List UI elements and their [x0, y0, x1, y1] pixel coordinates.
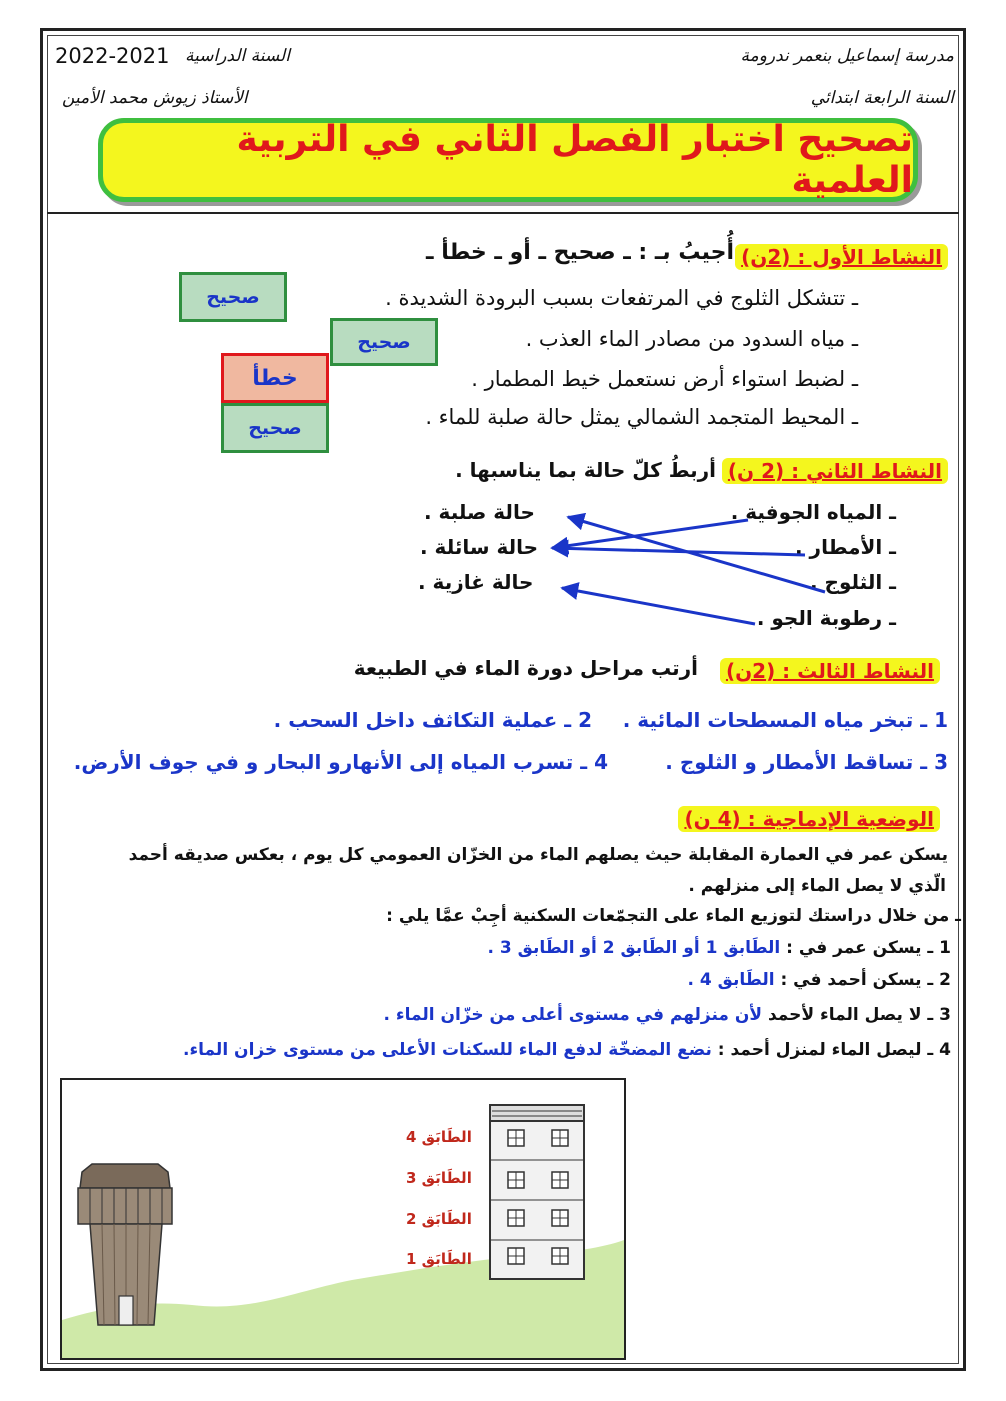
- answer-text-4: صحيح: [248, 417, 302, 439]
- activity2-instruction: أربطُ كلّ حالة بما يناسبها .: [455, 458, 716, 482]
- answer-2-text: الطَابق 4 .: [687, 970, 775, 990]
- activity1-label: النشاط الأول : (2ن): [735, 244, 948, 270]
- answer-3-text: لأن منزلهم في مستوى أعلى من خزّان الماء .: [383, 1005, 763, 1025]
- school-name: مدرسة إسماعيل بنعمر ندرومة: [740, 46, 954, 66]
- water-tower-illustration: [62, 1080, 624, 1358]
- cycle-step-3: 3 ـ تساقط الأمطار و الثلوج .: [665, 750, 948, 774]
- year-value: 2022-2021: [55, 44, 170, 68]
- activity3-instruction: أرتب مراحل دورة الماء في الطبيعة: [353, 656, 698, 680]
- floor-label-4: الطَابَق 4: [406, 1128, 472, 1146]
- activity1-item-4: ـ المحيط المتجمد الشمالي يمثل حالة صلبة للماء .: [425, 405, 858, 429]
- teacher-name: الأستاذ زيوش محمد الأمين: [62, 88, 248, 108]
- situation-question: ـ من خلال دراستك لتوزيع الماء على التجمّعات السكنية أجِبْ عمَّا يلي :: [386, 906, 961, 926]
- floor-label-2: الطَابَق 2: [406, 1210, 472, 1228]
- answer-1-text: الطَابق 1 أو الطَابق 2 أو الطَابق 3 .: [487, 938, 781, 958]
- context-line-2: الّذي لا يصل الماء إلى منزلهم .: [688, 876, 946, 896]
- answer-4-text: نضع المضخّة لدفع الماء للسكنات الأعلى من مستوى خزان الماء.: [183, 1040, 712, 1060]
- answer-2-question: 2 ـ يسكن أحمد في :: [780, 970, 951, 990]
- year-label: السنة الدراسية: [185, 46, 290, 66]
- cycle-step-4: 4 ـ تسرب المياه إلى الأنهارو البحار و في جوف الأرض.: [73, 750, 608, 774]
- activity1-item-2: ـ مياه السدود من مصادر الماء العذب .: [525, 327, 858, 351]
- activity1-item-3: ـ لضبط استواء أرض نستعمل خيط المطمار .: [471, 367, 858, 391]
- answer-text-1: صحيح: [206, 286, 260, 308]
- answer-1-question: 1 ـ يسكن عمر في :: [786, 938, 951, 958]
- cycle-step-1: 1 ـ تبخر مياه المسطحات المائية .: [622, 708, 948, 732]
- answer-row-3: [384, 1005, 952, 1025]
- activity1-instruction: أُجيبُ بـ : ـ صحيح ـ أو ـ خطأ ـ: [426, 240, 734, 265]
- activity2-label: النشاط الثاني : (2 ن): [722, 458, 948, 484]
- match-lines: [0, 0, 1006, 700]
- answer-row-4: [183, 1040, 951, 1060]
- activity3-label: النشاط الثالث : (2ن): [720, 658, 940, 684]
- context-line-1: يسكن عمر في العمارة المقابلة حيث يصلهم الماء من الخزّان العمومي كل يوم ، بعكس صديقه أحمد: [128, 845, 948, 865]
- class-level: السنة الرابعة ابتدائي: [810, 88, 954, 108]
- answer-4-question: 4 ـ ليصل الماء لمنزل أحمد :: [717, 1040, 951, 1060]
- match-right-2: حالة سائلة .: [420, 535, 539, 559]
- match-left-4: ـ رطوبة الجو .: [756, 606, 896, 630]
- match-right-1: حالة صلبة .: [424, 500, 535, 524]
- water-tower-figure: [60, 1078, 626, 1360]
- match-left-1: ـ المياه الجوفية .: [730, 500, 896, 524]
- cycle-step-2: 2 ـ عملية التكاثف داخل السحب .: [273, 708, 592, 732]
- match-line-4: [562, 588, 755, 624]
- floor-label-3: الطَابَق 3: [406, 1169, 472, 1187]
- answer-row-1: [488, 938, 951, 958]
- match-left-2: ـ الأمطار .: [795, 535, 896, 559]
- answer-3-question: 3 ـ لا يصل الماء لأحمد: [767, 1005, 951, 1025]
- activity1-item-1: ـ تتشكل الثلوج في المرتفعات بسبب البرودة الشديدة .: [385, 286, 858, 310]
- match-left-3: ـ الثلوج .: [809, 570, 896, 594]
- match-line-1: [552, 520, 748, 548]
- floor-label-1: الطَابَق 1: [406, 1250, 472, 1268]
- answer-text-2: صحيح: [357, 331, 411, 353]
- answer-text-3: خطأ: [252, 365, 298, 391]
- answer-row-2: [688, 970, 951, 990]
- activity4-label: الوضعية الإدماجية : (4 ن): [678, 806, 940, 832]
- page-title: تصحيح اختبار الفصل الثاني في التربية العلمية: [236, 119, 913, 201]
- match-right-3: حالة غازية .: [418, 570, 534, 594]
